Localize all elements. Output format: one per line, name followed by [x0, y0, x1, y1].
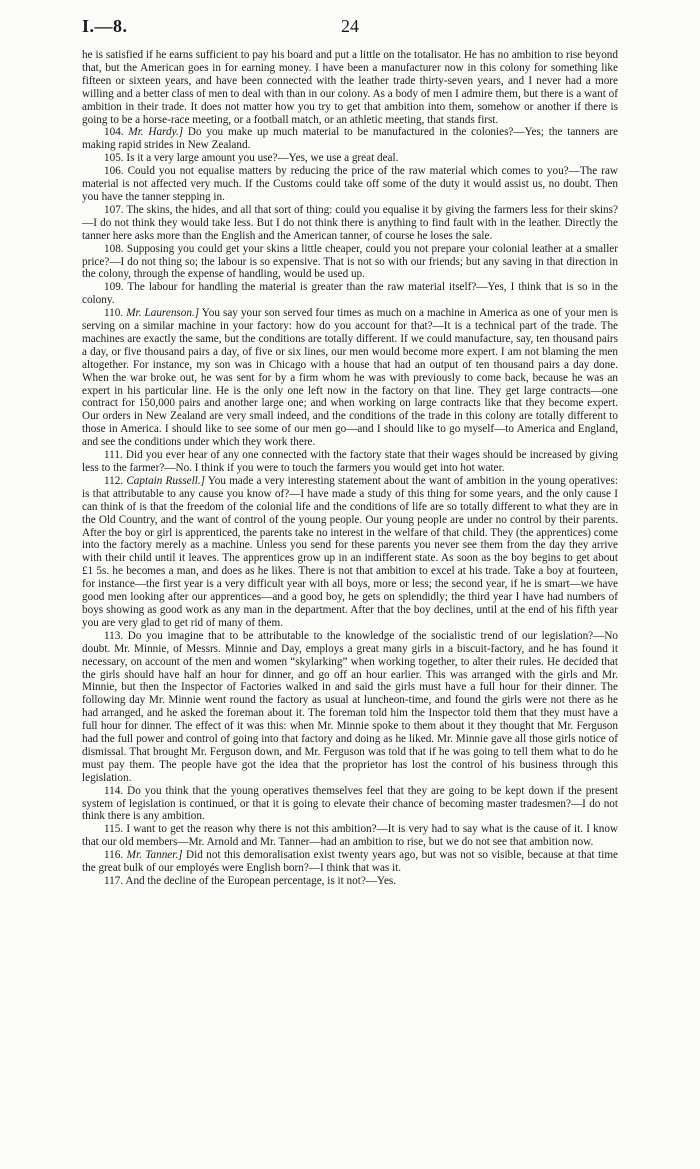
question-108	[82, 243, 618, 282]
paragraph-text: Did not this demoralisation exist twenty years ago, but was not so visible, because at that time the great bulk of our employés were English born?—I think that was it.	[82, 849, 619, 875]
question-number: 106.	[104, 165, 124, 178]
question-number: 107.	[104, 203, 124, 216]
question-number: 112.	[104, 474, 124, 487]
question-114	[82, 785, 618, 824]
question-115	[82, 823, 618, 849]
question-104	[82, 126, 618, 152]
paragraph-text: he is satisfied if he earns sufficient to pay his board and put a little on the totalisator. He has no ambition to rise beyond that, but the American goes in for earning money. I have been a manufacturer now in this colony for something like fifteen or sixteen years, and have been connected with the leather trade thirty-seven years, and I never had a more willing and a better class of men to deal with than in our colony. As a body of men I admire them, but there is a want of ambition in their trade. It does not matter how you try to get that ambition into them, somehow or another if there is going to be a horse-race meeting, or a football match, or an athletic meeting, that stands first.	[82, 49, 618, 126]
speaker-name: Mr. Laurenson.]	[126, 307, 200, 320]
question-116	[82, 849, 618, 875]
paragraph-text: Do you imagine that to be attributable to the knowledge of the socialistic trend of our legislation?—No doubt. Mr. Minnie, of Messrs. Minnie and Day, employs a great many girls in a biscuit-factory, and he has found it necessary, on account of the men and women “skylarking” when working together, to alter their rules. He decided that the girls should have half an hour for dinner, and go off an hour earlier. This was arranged with the girls and Mr. Minnie, but then the Inspector of Factories walked in and said the girls must have a full hour for their dinner. The following day Mr. Minnie went round the factory as usual at luncheon-time, and found the girls were not there as he had arranged, and he asked the foreman about it. The foreman told him the Inspector told them that they must have a full hour for dinner. The effect of it was this: when Mr. Minnie spoke to them about it they thought that Mr. Ferguson had the full power and control of going into that factory and doing as he liked. Mr. Minnie gave all those girls notice of dismissal. That brought Mr. Ferguson down, and Mr. Ferguson was told that if he was going to tell them what to do he must pay them. The people have got the idea that the proprietor has lost the control of his business through this legislation.	[82, 629, 619, 784]
paragraph-text: Is it a very large amount you use?—Yes, we use a great deal.	[126, 152, 399, 165]
question-number: 111.	[104, 449, 123, 462]
paragraph-text: The skins, the hides, and all that sort of thing: could you equalise it by giving the farmers less for their skins?—I do not think they would take less. But I do not think there is anything to find fault with in the leather. Directly the tanner here asks more than the English and the American tanner, of course he loses the sale.	[82, 203, 618, 242]
paragraph-text: And the decline of the European percentage, is it not?—Yes.	[125, 875, 397, 887]
paragraph-text: Supposing you could get your skins a little cheaper, could you not prepare your colonial leather at a smaller price?—I do not thing so; the labour is so expensive. That is not so with our friends; but any saving in that direction in the colony, through the expense of handling, would be used up.	[82, 242, 618, 281]
question-110	[82, 307, 618, 449]
question-107	[82, 204, 618, 243]
paragraph-text: I want to get the reason why there is not this ambition?—It is very had to say what is the cause of it. I know that our old members—Mr. Arnold and Mr. Tanner—had an ambition to rise, but we do not see that ambition now.	[82, 823, 618, 849]
question-number: 105.	[104, 152, 124, 165]
document-body	[82, 49, 618, 888]
question-109	[82, 281, 618, 307]
document-reference: I.—8.	[82, 16, 128, 36]
question-number: 116.	[104, 849, 124, 862]
paragraph-text: Could you not equalise matters by reducing the price of the raw material which comes to you?—The raw material is not affected very much. If the Customs could take off some of the duty it would assist us, no doubt. Then you have the tanner stepping in.	[82, 165, 618, 203]
page-number: 24	[341, 16, 359, 36]
speaker-name: Mr. Tanner.]	[126, 849, 183, 862]
paragraph-text: Do you think that the young operatives themselves feel that they are going to be kept down if the present system of legislation is continued, or that it is going to elevate their chance of becoming master tradesmen?—I do not think there is any ambition.	[82, 784, 619, 823]
question-106	[82, 165, 618, 204]
page-header	[82, 16, 618, 38]
question-number: 109.	[104, 281, 124, 294]
question-number: 104.	[104, 126, 124, 139]
paragraph-text: You say your son served four times as much on a machine in America as one of your men is serving on a similar machine in your factory: how do you account for that?—It is a technical part of the trade. The machines are exactly the same, but the conditions are totally different. If we could manufacture, say, ten thousand pairs a day, or five thousand pairs a day, of five or six lines, our men would become more expert. I am not blaming the men altogether. For instance, my son was in Chicago with a house that had an output of ten thousand pairs a day done. When the war broke out, he was sent for by a firm whom he was with previously to come back, because he was an expert in his particular line. He is the only one left now in the factory on that line. They get large contracts—one contract for 150,000 pairs and another large one; and when working on large contracts like that they become expert. Our orders in New Zealand are very small indeed, and the conditions of the trade in this colony are totally different to those in America. I should like to see some of our men go—and I should like to go myself—to America and England, and see the conditions under which they work there.	[82, 307, 618, 449]
question-111	[82, 449, 618, 475]
question-number: 110.	[104, 307, 124, 320]
question-number: 114.	[104, 784, 124, 797]
question-number: 117.	[104, 875, 124, 887]
speaker-name: Mr. Hardy.]	[128, 126, 184, 139]
paragraph-text: Did you ever hear of any one connected with the factory state that their wages should be increased by giving less to the farmer?—No. I think if you were to touch the farmers you would get into hot water.	[82, 449, 619, 474]
paragraph-continuation	[82, 49, 618, 126]
question-105	[82, 152, 618, 165]
question-number: 113.	[104, 629, 124, 642]
paragraph-text: The labour for handling the material is greater than the raw material itself?—Yes, I think that is so in the colony.	[82, 281, 618, 307]
question-117	[82, 875, 618, 888]
paragraph-text: Do you make up much material to be manufactured in the colonies?—Yes; the tanners are making rapid strides in New Zealand.	[82, 126, 618, 152]
question-112	[82, 475, 618, 630]
speaker-name: Captain Russell.]	[126, 474, 206, 487]
question-number: 108.	[104, 242, 124, 255]
question-113	[82, 630, 618, 785]
question-number: 115.	[104, 823, 124, 836]
paragraph-text: You made a very interesting statement about the want of ambition in the young operatives: is that attributable to any cause you know of?—I have made a study of this thing for some years, and the only cause I can think of is that the freedom of the colonial life and the conditions of life are so totally different to what they are in the Old Country, and the want of control of the young people. Our young people are under no control by their parents. After the boy or girl is apprenticed, the parents take no interest in the welfare of that child. They (the apprentices) come into the factory merely as a machine. Unless you send for these parents you never see them from the day they arrive with their child until it leaves. The apprentices grow up in an indifferent state. As soon as the boy begins to get about £1 5s. he becomes a man, and does as he likes. There is not that ambition to excel at his trade. Take a boy at fourteen, for instance—the first year is a very difficult year with all boys, more or less; the second year, if he is smart—we have good men looking after our apprentices—and a good boy, he gets on splendidly; the third year I have had numbers of boys showing as good work as any man in the department. After that the boy declines, until at the end of his fifth year you are very glad to get rid of many of them.	[82, 474, 618, 629]
